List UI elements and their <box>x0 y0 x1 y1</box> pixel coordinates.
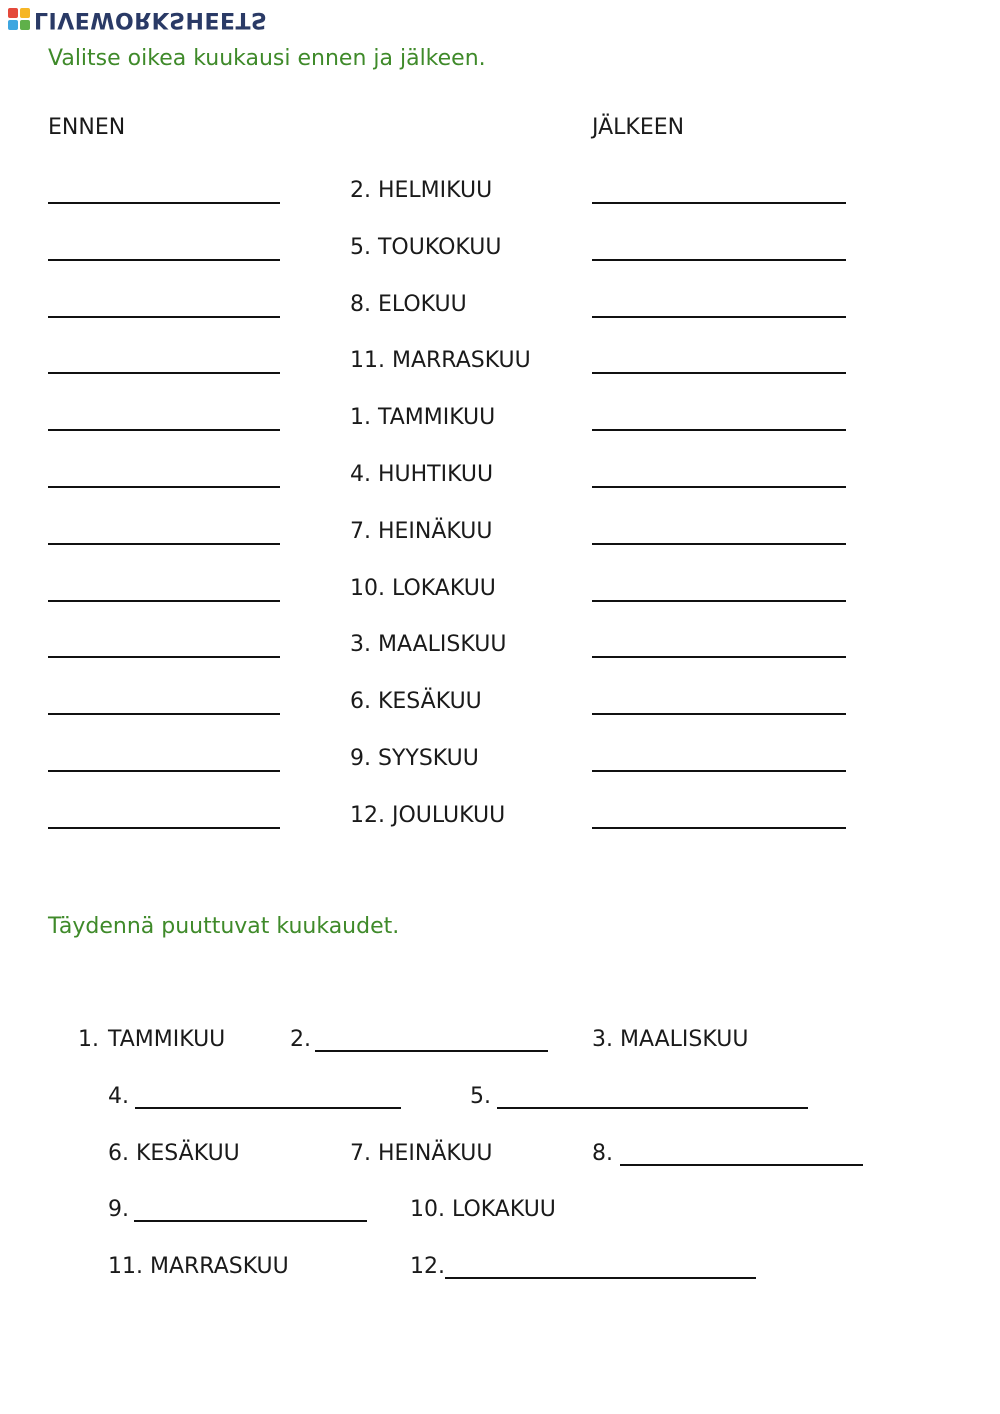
before-blank[interactable] <box>48 486 280 488</box>
after-blank[interactable] <box>592 656 846 658</box>
after-blank[interactable] <box>592 372 846 374</box>
after-blank[interactable] <box>592 486 846 488</box>
month-row <box>0 519 1000 559</box>
item-4-blank[interactable] <box>135 1107 401 1109</box>
after-blank[interactable] <box>592 316 846 318</box>
month-label: 1. TAMMIKUU <box>350 405 496 431</box>
liveworksheets-logo <box>8 6 267 32</box>
item-9-number: 9. <box>108 1197 129 1222</box>
exercise2-instruction: Täydennä puuttuvat kuukaudet. <box>48 914 400 939</box>
after-blank[interactable] <box>592 827 846 829</box>
item-2-number: 2. <box>290 1027 311 1052</box>
item-12-blank[interactable] <box>445 1277 756 1279</box>
item-1-number: 1. <box>78 1027 99 1052</box>
month-row <box>0 348 1000 388</box>
after-blank[interactable] <box>592 770 846 772</box>
item-5-number: 5. <box>470 1084 491 1109</box>
month-row <box>0 235 1000 275</box>
before-blank[interactable] <box>48 770 280 772</box>
before-blank[interactable] <box>48 202 280 204</box>
month-row <box>0 462 1000 502</box>
item-11-text: 11. MARRASKUU <box>108 1254 289 1279</box>
item-1-text: TAMMIKUU <box>108 1027 226 1052</box>
month-row <box>0 178 1000 218</box>
month-label: 6. KESÄKUU <box>350 689 482 715</box>
header-after: JÄLKEEN <box>592 115 685 140</box>
month-row <box>0 632 1000 672</box>
before-blank[interactable] <box>48 827 280 829</box>
before-blank[interactable] <box>48 429 280 431</box>
month-label: 4. HUHTIKUU <box>350 462 494 487</box>
header-before: ENNEN <box>48 115 126 140</box>
after-blank[interactable] <box>592 259 846 261</box>
item-4-number: 4. <box>108 1084 129 1109</box>
month-label: 7. HEINÄKUU <box>350 518 493 544</box>
before-blank[interactable] <box>48 316 280 318</box>
after-blank[interactable] <box>592 202 846 204</box>
before-blank[interactable] <box>48 543 280 545</box>
item-2-blank[interactable] <box>315 1050 548 1052</box>
month-label: 2. HELMIKUU <box>350 178 493 203</box>
after-blank[interactable] <box>592 429 846 431</box>
item-12-number: 12. <box>410 1254 445 1279</box>
before-blank[interactable] <box>48 259 280 261</box>
month-row <box>0 405 1000 445</box>
item-3-text: 3. MAALISKUU <box>592 1027 749 1052</box>
month-row <box>0 803 1000 843</box>
month-label: 11. MARRASKUU <box>350 348 531 374</box>
month-label: 5. TOUKOKUU <box>350 234 502 260</box>
item-7-text: 7. HEINÄKUU <box>350 1141 493 1166</box>
month-row <box>0 689 1000 729</box>
item-9-blank[interactable] <box>134 1220 367 1222</box>
after-blank[interactable] <box>592 600 846 602</box>
exercise1-instruction: Valitse oikea kuukausi ennen ja jälkeen. <box>48 46 486 71</box>
month-label: 12. JOULUKUU <box>350 802 506 828</box>
before-blank[interactable] <box>48 600 280 602</box>
item-10-text: 10. LOKAKUU <box>410 1197 556 1222</box>
after-blank[interactable] <box>592 543 846 545</box>
month-row <box>0 292 1000 332</box>
before-blank[interactable] <box>48 372 280 374</box>
month-label: 8. ELOKUU <box>350 291 467 317</box>
month-label: 10. LOKAKUU <box>350 575 496 601</box>
logo-text: LIVEWORKSHEETS <box>34 6 268 32</box>
month-label: 9. SYYSKUU <box>350 746 479 771</box>
item-6-text: 6. KESÄKUU <box>108 1141 240 1166</box>
item-5-blank[interactable] <box>497 1107 808 1109</box>
logo-blocks-icon <box>8 8 30 30</box>
item-8-blank[interactable] <box>620 1164 863 1166</box>
month-label: 3. MAALISKUU <box>350 632 507 658</box>
before-blank[interactable] <box>48 713 280 715</box>
before-blank[interactable] <box>48 656 280 658</box>
after-blank[interactable] <box>592 713 846 715</box>
month-row <box>0 746 1000 786</box>
month-row <box>0 576 1000 616</box>
item-8-number: 8. <box>592 1141 613 1166</box>
